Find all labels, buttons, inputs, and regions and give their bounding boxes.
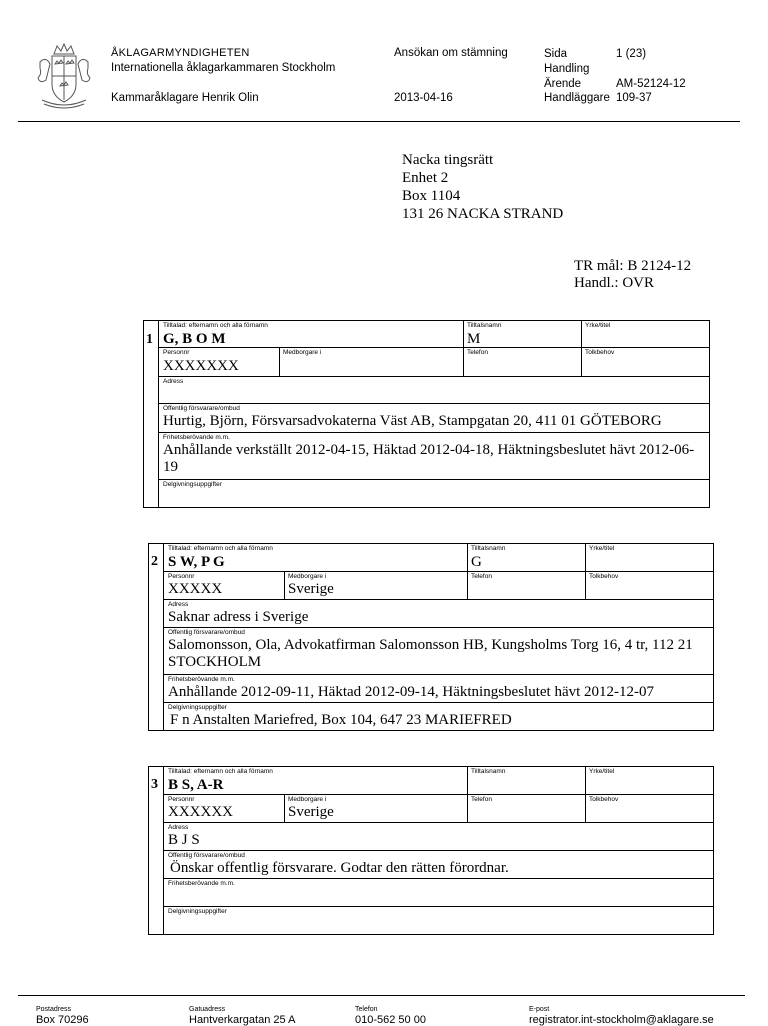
tilltalsnamn-value: G xyxy=(471,554,482,570)
forsvarare-label: Offentlig försvarare/ombud xyxy=(163,405,240,412)
delgivning-label: Delgivningsuppgifter xyxy=(163,481,222,488)
yrke-label: Yrke/titel xyxy=(589,768,615,775)
medborgare-label: Medborgare i xyxy=(283,349,322,356)
forsvarare-value: Salomonsson, Ola, Advokatfirman Salomonsson HB, Kungsholms Torg 16, 4 tr, 112 21 STOCKHOLM xyxy=(168,637,693,670)
page-value: 1 (23) xyxy=(616,48,647,60)
office-name: Internationella åklagarkammaren Stockholm xyxy=(111,62,336,74)
personnr-label: Personnr xyxy=(168,796,195,803)
adress-value: B J S xyxy=(168,832,200,848)
personnr-label: Personnr xyxy=(163,349,190,356)
arende-label: Ärende xyxy=(544,78,582,90)
org-name: ÅKLAGARMYNDIGHETEN xyxy=(111,47,250,59)
telefon-label: Telefon xyxy=(471,573,492,580)
postadress-label: Postadress xyxy=(36,1006,72,1013)
tilltalsnamn-label: Tilltalsnamn xyxy=(471,768,506,775)
adress-label: Adress xyxy=(168,824,189,831)
header-divider xyxy=(18,121,740,122)
frihet-value: Anhållande 2012-09-11, Häktad 2012-09-14, Häktningsbeslutet hävt 2012-12-07 xyxy=(168,684,655,700)
forsvarare-value: Önskar offentlig försvarare. Godtar den rätten förordnar. xyxy=(170,860,509,876)
personnr-value: XXXXXX xyxy=(168,804,233,820)
tilltalsnamn-label: Tilltalsnamn xyxy=(471,545,506,552)
delgivning-label: Delgivningsuppgifter xyxy=(168,908,227,915)
telefon-label: Telefon xyxy=(467,349,488,356)
telefon-value: 010-562 50 00 xyxy=(355,1014,426,1026)
epost-label: E-post xyxy=(529,1006,550,1013)
forsvarare-value: Hurtig, Björn, Försvarsadvokaterna Väst AB, Stampgatan 20, 411 01 GÖTEBORG xyxy=(163,413,662,429)
tolkbehov-label: Tolkbehov xyxy=(589,573,619,580)
medborgare-value: Sverige xyxy=(288,581,334,597)
arende-value: AM-52124-12 xyxy=(616,78,686,90)
delgivning-value: F n Anstalten Mariefred, Box 104, 647 23 MARIEFRED xyxy=(170,712,512,728)
personnr-label: Personnr xyxy=(168,573,195,580)
coat-of-arms-logo xyxy=(30,40,98,114)
postadress-value: Box 70296 xyxy=(36,1014,89,1026)
handlaggare-label: Handläggare xyxy=(544,92,610,104)
medborgare-label: Medborgare i xyxy=(288,796,327,803)
doc-date: 2013-04-16 xyxy=(394,92,453,104)
tilltalsnamn-value: M xyxy=(467,331,481,347)
frihet-value: Anhållande verkställt 2012-04-15, Häktad 2012-04-18, Häktningsbeslutet hävt 2012-06-19 xyxy=(163,442,695,475)
name-label: Tilltalad: efternamn och alla förnamn xyxy=(168,545,273,552)
frihet-label: Frihetsberövande m.m. xyxy=(168,880,235,887)
adress-label: Adress xyxy=(168,601,189,608)
case-ref-line-1: TR mål: B 2124-12 xyxy=(574,258,692,274)
yrke-label: Yrke/titel xyxy=(589,545,615,552)
forsvarare-label: Offentlig försvarare/ombud xyxy=(168,852,245,859)
defendant-name: B S, A-R xyxy=(168,777,224,793)
yrke-label: Yrke/titel xyxy=(585,322,611,329)
defendant-name: S W, P G xyxy=(168,554,225,570)
defendant-name: G, B O M xyxy=(163,331,226,347)
handlaggare-value: 109-37 xyxy=(616,92,652,104)
defendant-number: 1 xyxy=(146,332,153,347)
gatuadress-value: Hantverkargatan 25 A xyxy=(189,1014,296,1026)
name-label: Tilltalad: efternamn och alla förnamn xyxy=(163,322,268,329)
name-label: Tilltalad: efternamn och alla förnamn xyxy=(168,768,273,775)
tolkbehov-label: Tolkbehov xyxy=(589,796,619,803)
gatuadress-label: Gatuadress xyxy=(189,1006,226,1013)
recipient-line-4: 131 26 NACKA STRAND xyxy=(402,206,564,222)
recipient-line-2: Enhet 2 xyxy=(402,170,449,186)
recipient-line-3: Box 1104 xyxy=(402,188,461,204)
defendant-number: 2 xyxy=(151,554,158,569)
case-ref-line-2: Handl.: OVR xyxy=(574,275,654,291)
delgivning-label: Delgivningsuppgifter xyxy=(168,704,227,711)
telefon-label: Telefon xyxy=(355,1006,378,1013)
frihet-label: Frihetsberövande m.m. xyxy=(163,434,230,441)
medborgare-label: Medborgare i xyxy=(288,573,327,580)
prosecutor-name: Kammaråklagare Henrik Olin xyxy=(111,92,259,104)
page-label: Sida xyxy=(544,48,568,60)
medborgare-value: Sverige xyxy=(288,804,334,820)
epost-value[interactable]: registrator.int-stockholm@aklagare.se xyxy=(529,1014,714,1026)
recipient-line-1: Nacka tingsrätt xyxy=(402,152,494,168)
tilltalsnamn-label: Tilltalsnamn xyxy=(467,322,502,329)
tolkbehov-label: Tolkbehov xyxy=(585,349,615,356)
doc-type: Ansökan om stämning xyxy=(394,47,508,59)
telefon-label: Telefon xyxy=(471,796,492,803)
personnr-value: XXXXXXX xyxy=(163,358,239,374)
frihet-label: Frihetsberövande m.m. xyxy=(168,676,235,683)
adress-label: Adress xyxy=(163,378,184,385)
personnr-value: XXXXX xyxy=(168,581,223,597)
defendant-number: 3 xyxy=(151,777,158,792)
handling-label: Handling xyxy=(544,63,590,75)
footer-divider xyxy=(18,995,745,996)
adress-value: Saknar adress i Sverige xyxy=(168,609,309,625)
forsvarare-label: Offentlig försvarare/ombud xyxy=(168,629,245,636)
